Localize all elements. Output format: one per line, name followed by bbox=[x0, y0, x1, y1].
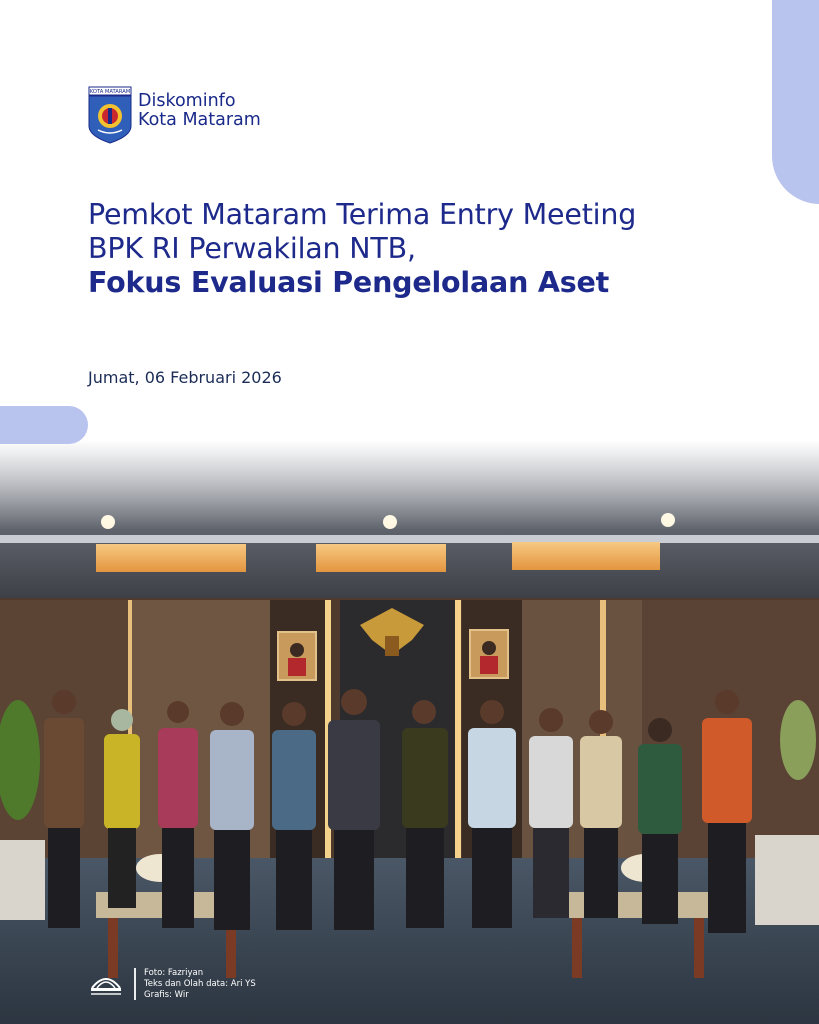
headline-line-2: BPK RI Perwakilan NTB, bbox=[88, 232, 416, 265]
brand-line-1: Diskominfo bbox=[138, 91, 236, 111]
svg-text:KOTA MATARAM: KOTA MATARAM bbox=[89, 89, 131, 96]
headline-line-3: Fokus Evaluasi Pengelolaan Aset bbox=[88, 266, 610, 299]
headline-line-1: Pemkot Mataram Terima Entry Meeting bbox=[88, 198, 637, 231]
credit-text: Teks dan Olah data: Ari YS bbox=[144, 979, 256, 989]
credit-lines bbox=[144, 968, 256, 1001]
headline bbox=[88, 198, 636, 300]
credit-photo: Foto: Fazriyan bbox=[144, 968, 204, 978]
group-photo-illustration bbox=[0, 440, 819, 1024]
decorative-corner-shape bbox=[772, 0, 819, 204]
decorative-left-tab bbox=[0, 406, 88, 444]
diskominfo-mini-logo-icon bbox=[88, 968, 124, 998]
group-photo bbox=[0, 440, 819, 1024]
kota-mataram-shield-icon bbox=[88, 86, 132, 144]
brand-line-2: Kota Mataram bbox=[138, 110, 261, 130]
brand-name bbox=[138, 92, 261, 130]
photo-credits bbox=[88, 968, 256, 1001]
credit-graphic: Grafis: Wir bbox=[144, 990, 189, 1000]
credit-divider bbox=[134, 968, 136, 1000]
publish-date: Jumat, 06 Februari 2026 bbox=[88, 368, 282, 387]
brand-logo bbox=[88, 86, 261, 144]
